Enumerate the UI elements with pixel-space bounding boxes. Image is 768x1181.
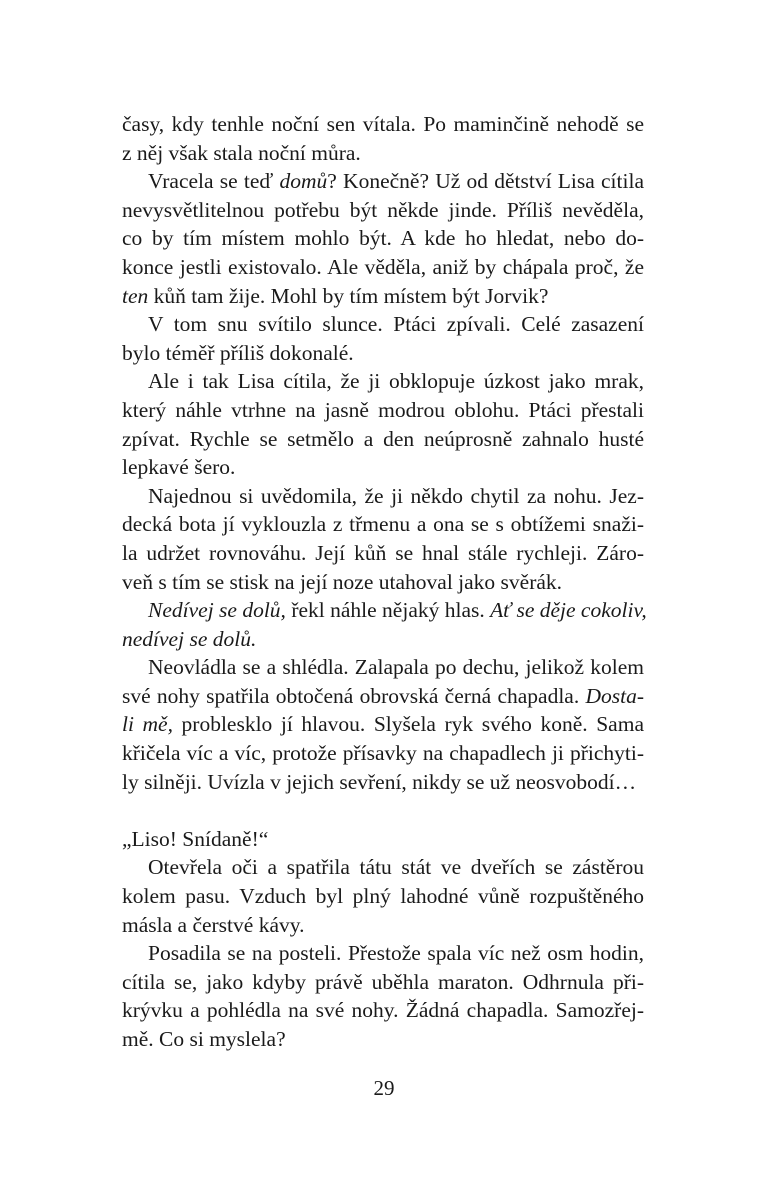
text-segment: kolem pasu. Vzduch byl plný lahodné vůně rozpuštěného [122, 884, 644, 909]
text-segment: ly silněji. Uvízla v jejich sevření, nikdy se už neosvobodí… [122, 769, 637, 794]
text-line [122, 911, 644, 940]
text-segment: Najednou si uvědomila, že ji někdo chytil za nohu. Jez- [148, 483, 644, 508]
text-segment: nevysvětlitelnou potřebu být někde jinde. Příliš nevěděla, [122, 197, 644, 222]
italic-text-segment: Nedívej se dolů, [148, 598, 286, 623]
italic-text-segment: ten [122, 283, 149, 308]
text-segment: „Liso! Snídaně!“ [122, 826, 269, 851]
text-segment: bylo téměř příliš dokonalé. [122, 340, 354, 365]
text-line [122, 110, 644, 139]
text-line [122, 396, 644, 425]
text-segment: lepkavé šero. [122, 455, 236, 480]
text-segment: křičela víc a víc, protože přísavky na chapadlech ji přichyti- [122, 741, 644, 766]
text-segment: másla a čerstvé kávy. [122, 912, 305, 937]
text-segment: z něj však stala noční můra. [122, 140, 361, 165]
text-segment: cítila se, jako kdyby právě uběhla maraton. Odhrnula při- [122, 969, 644, 994]
text-segment: veň s tím se stisk na její noze utahoval jako svěrák. [122, 569, 563, 594]
text-line [122, 939, 644, 968]
text-line [122, 1025, 644, 1054]
text-line [122, 882, 644, 911]
italic-text-segment: Dosta- [585, 683, 644, 708]
text-line [122, 539, 644, 568]
paragraph-gap [122, 796, 644, 825]
text-segment: mě. Co si myslela? [122, 1027, 286, 1051]
text-segment: Vracela se teď [148, 169, 280, 194]
text-segment: své nohy spatřila obtočená obrovská černá chapadla. [122, 683, 586, 708]
italic-text-segment: domů [279, 169, 328, 194]
text-line [122, 710, 644, 739]
text-line [122, 682, 644, 711]
text-line [122, 425, 644, 454]
text-line [122, 825, 644, 854]
page-body [122, 110, 647, 1054]
text-line [122, 196, 644, 225]
text-segment: konce jestli existovalo. Ale věděla, aniž by chápala proč, že [122, 254, 644, 279]
italic-text-segment: Ať se děje cokoliv, [490, 598, 647, 623]
text-segment: co by tím místem mohlo být. A kde ho hledat, nebo do- [122, 226, 644, 251]
text-line [122, 310, 644, 339]
text-line [122, 653, 644, 682]
text-segment: ? Konečně? Už od dětství Lisa cítila [327, 169, 644, 194]
page-number: 29 [373, 1076, 395, 1100]
text-line [122, 510, 644, 539]
text-line [122, 996, 644, 1025]
text-segment: krývku a pohlédla na své nohy. Žádná chapadla. Samozřej- [122, 998, 644, 1023]
text-line [122, 482, 644, 511]
text-line [122, 596, 647, 625]
text-segment: decká bota jí vyklouzla z třmenu a ona se s obtížemi snaži- [122, 512, 644, 537]
text-line [122, 625, 644, 654]
text-segment: který náhle vtrhne na jasně modrou oblohu. Ptáci přestali [122, 397, 644, 422]
text-segment: problesklo jí hlavou. Slyšela ryk svého koně. Sama [172, 712, 644, 737]
text-line [122, 853, 644, 882]
text-line [122, 253, 644, 282]
text-segment: časy, kdy tenhle noční sen vítala. Po maminčině nehodě se [122, 112, 644, 136]
text-segment: Otevřela oči a spatřila tátu stát ve dveřích se zástěrou [148, 855, 644, 880]
italic-text-segment: nedívej se dolů. [122, 626, 257, 651]
text-line [122, 224, 644, 253]
text-segment: Neovládla se a shlédla. Zalapala po dechu, jelikož kolem [148, 655, 644, 680]
text-line [122, 739, 644, 768]
text-segment: Posadila se na posteli. Přestože spala víc než osm hodin, [148, 941, 644, 966]
text-segment: zpívat. Rychle se setmělo a den neúprosně zahnalo husté [122, 426, 644, 451]
text-line [122, 453, 644, 482]
text-line [122, 167, 644, 196]
text-segment: řekl náhle nějaký hlas. [285, 598, 491, 623]
text-line [122, 339, 644, 368]
text-segment: kůň tam žije. Mohl by tím místem být Jorvik? [148, 283, 549, 308]
italic-text-segment: li mě, [122, 712, 173, 737]
text-line [122, 367, 644, 396]
text-segment: Ale i tak Lisa cítila, že ji obklopuje úzkost jako mrak, [148, 369, 644, 394]
text-segment: la udržet rovnováhu. Její kůň se hnal stále rychleji. Záro- [122, 540, 644, 565]
text-line [122, 139, 644, 168]
text-line [122, 768, 644, 797]
text-line [122, 568, 644, 597]
text-line [122, 282, 644, 311]
text-line [122, 968, 644, 997]
text-segment: V tom snu svítilo slunce. Ptáci zpívali. Celé zasazení [148, 312, 644, 337]
